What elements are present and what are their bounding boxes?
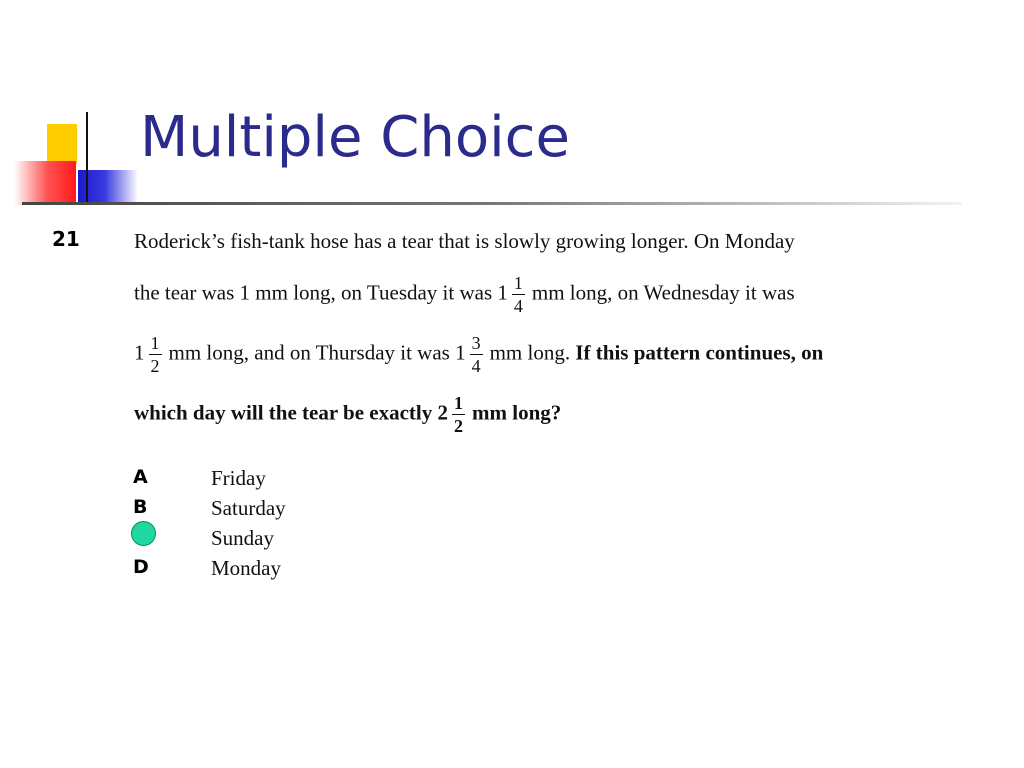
title-decoration-red bbox=[14, 161, 76, 205]
question-text-1: Roderick’s fish-tank hose has a tear that is slowly growing longer. On Monday bbox=[134, 229, 795, 253]
question-text-4a: which day will the tear be exactly 2 bbox=[134, 400, 448, 425]
fraction-one-half: $\frac{1}{2}$ bbox=[150, 333, 160, 376]
option-c-text[interactable]: Sunday bbox=[211, 526, 274, 550]
option-d-letter: D bbox=[133, 556, 149, 578]
option-a-letter: A bbox=[133, 466, 148, 488]
question-text-3b: mm long, and on Thursday it was 1 bbox=[168, 340, 466, 365]
option-d-text[interactable]: Monday bbox=[211, 556, 281, 580]
title-underline bbox=[22, 202, 962, 205]
question-line-3 bbox=[134, 334, 823, 375]
question-text-3-bold: If this pattern continues, on bbox=[575, 340, 824, 365]
selected-answer-circle bbox=[131, 521, 156, 546]
option-b-letter: B bbox=[133, 496, 148, 518]
option-a-text[interactable]: Friday bbox=[211, 466, 266, 490]
fraction-one-half-bold: $\frac{1}{2}$ bbox=[454, 393, 463, 436]
question-text-4b: mm long? bbox=[472, 400, 562, 425]
title-decoration-vertical-line bbox=[86, 112, 88, 204]
question-number: 21 bbox=[52, 227, 80, 251]
title-decoration-yellow bbox=[47, 124, 77, 164]
page-title: Multiple Choice bbox=[140, 105, 570, 170]
question-text-3a: 1 bbox=[134, 340, 145, 365]
fraction-one-quarter: $\frac{1}{4}$ bbox=[513, 273, 523, 316]
fraction-three-quarters: $\frac{3}{4}$ bbox=[471, 333, 481, 376]
question-line-4 bbox=[134, 394, 561, 435]
question-text-2b: mm long, on Wednesday it was bbox=[531, 280, 795, 305]
question-line-1 bbox=[134, 231, 795, 252]
question-line-2 bbox=[134, 274, 795, 315]
question-text-3c: mm long. bbox=[489, 340, 571, 365]
question-text-2a: the tear was 1 mm long, on Tuesday it was 1 bbox=[134, 280, 508, 305]
option-b-text[interactable]: Saturday bbox=[211, 496, 286, 520]
